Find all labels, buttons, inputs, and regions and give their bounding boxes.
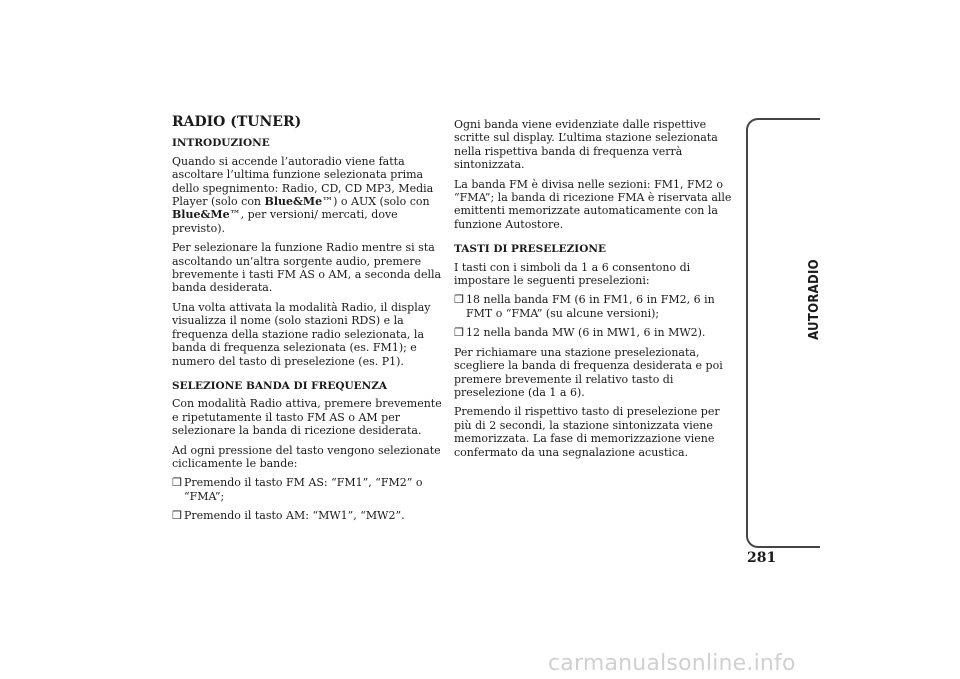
section-label: AUTORADIO [806,259,822,340]
checkbox-bullet-icon: ❒ [454,293,464,307]
left-column [172,116,450,529]
list-item: ❒ 18 nella banda FM (6 in FM1, 6 in FM2, 6 in FMT o “FMA” (su alcune versioni); [454,293,715,320]
heading-selezione-banda: SELEZIONE BANDA DI FREQUENZA [172,379,388,392]
paragraph-display-info: Una volta attivata la modalità Radio, il display visualizza il nome (solo stazioni RDS) e la frequenza della stazione radio selezionata, la banda di frequenza selezionata (es. FM1); e numero del tasto di preselezione (es. P1). [172,300,431,368]
list-item: ❒ Premendo il tasto FM AS: “FM1”, “FM2” o “FMA”; [172,476,423,503]
heading-introduzione: INTRODUZIONE [172,137,270,150]
paragraph-store-preset: Premendo il rispettivo tasto di preselezione per più di 2 secondi, la stazione sintonizzata viene memorizzata. La fase di memorizzazione viene confermato da una segnalazione acustica. [454,405,720,459]
paragraph-preset-keys: I tasti con i simboli da 1 a 6 consentono di impostare le seguenti preselezioni: [454,260,691,288]
paragraph-recall-preset: Per richiamare una stazione preselezionata, scegliere la banda di frequenza desiderata e poi premere brevemente il relativo tasto di preselezione (da 1 a 6). [454,345,723,399]
watermark: carmanualsonline.info [548,651,796,676]
paragraph-band-press: Con modalità Radio attiva, premere brevemente e ripetutamente il tasto FM AS o AM per selezionare la banda di ricezione desiderata. [172,397,442,438]
paragraph-band-cycle: Ad ogni pressione del tasto vengono selezionate ciclicamente le bande: [172,443,441,470]
list-item: ❒ Premendo il tasto AM: “MW1”, “MW2”. [172,509,405,523]
paragraph-select-radio: Per selezionare la funzione Radio mentre si sta ascoltando un’altra sorgente audio, premere brevemente i tasti FM AS o AM, a seconda della banda desiderata. [172,241,442,295]
checkbox-bullet-icon: ❒ [172,509,182,523]
checkbox-bullet-icon: ❒ [172,476,182,490]
heading-tasti-preselezione: TASTI DI PRESELEZIONE [454,243,606,256]
page-title: RADIO (TUNER) [172,114,302,130]
paragraph-intro: Quando si accende l’autoradio viene fatta ascoltare l’ultima funzione selezionata prima dello spegnimento: Radio, CD, CD MP3, Media Player (solo con Blue&Me™) o AUX (solo con Blue&Me™, per versioni/ mercati, dove previsto). [172,154,434,235]
page-number: 281 [747,550,777,566]
right-column [454,118,732,465]
list-item: ❒ 12 nella banda MW (6 in MW1, 6 in MW2). [454,326,706,340]
paragraph-fm-sections: La banda FM è divisa nelle sezioni: FM1, FM2 o “FMA”; la banda di ricezione FMA è riservata alle emittenti memorizzate automaticamente con la funzione Autostore. [454,177,732,231]
paragraph-band-display: Ogni banda viene evidenziate dalle rispettive scritte sul display. L’ultima stazione selezionata nella rispettiva banda di frequenza verrà sintonizzata. [454,118,718,172]
checkbox-bullet-icon: ❒ [454,326,464,340]
